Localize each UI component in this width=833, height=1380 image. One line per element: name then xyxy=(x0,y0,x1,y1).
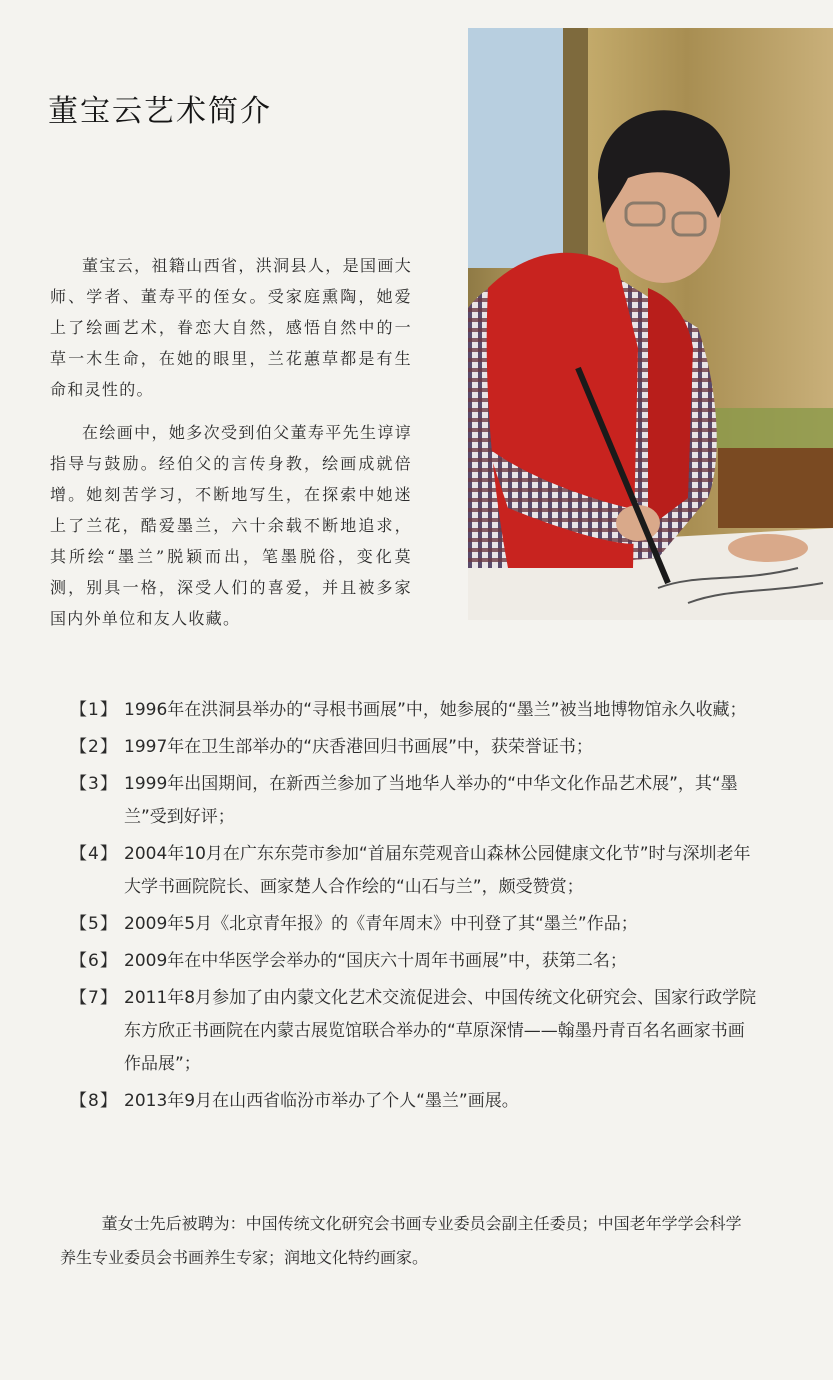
list-item-number: 【8】 xyxy=(70,1091,118,1111)
list-item xyxy=(70,908,760,941)
closing-paragraph: 董女士先后被聘为：中国传统文化研究会书画专业委员会副主任委员；中国老年学学会科学养生专业委员会书画养生专家；润地文化特约画家。 xyxy=(60,1214,742,1267)
list-item-number: 【7】 xyxy=(70,988,118,1008)
intro-paragraph-1: 董宝云，祖籍山西省，洪洞县人，是国画大师、学者、董寿平的侄女。受家庭熏陶，她爱上了绘画艺术，眷恋大自然，感悟自然中的一草一木生命，在她的眼里，兰花蕙草都是有生命和灵性的。 xyxy=(50,256,412,399)
list-item-text: 1999年出国期间，在新西兰参加了当地华人举办的“中华文化作品艺术展”，其“墨兰”受到好评； xyxy=(124,774,738,827)
list-item-number: 【4】 xyxy=(70,844,118,864)
list-item xyxy=(70,694,760,727)
intro-text xyxy=(50,250,412,646)
list-item-text: 2009年5月《北京青年报》的《青年周末》中刊登了其“墨兰”作品； xyxy=(124,914,638,934)
list-item-text: 2009年在中华医学会举办的“国庆六十周年书画展”中，获第二名； xyxy=(124,951,627,971)
list-item xyxy=(70,768,760,834)
list-item-number: 【5】 xyxy=(70,914,118,934)
list-item-text: 2004年10月在广东东莞市参加“首届东莞观音山森林公园健康文化节”时与深圳老年大学书画院院长、画家楚人合作绘的“山石与兰”，颇受赞赏； xyxy=(124,844,751,897)
list-item xyxy=(70,1085,760,1118)
list-item-text: 2011年8月参加了由内蒙文化艺术交流促进会、中国传统文化研究会、国家行政学院东方欣正书画院在内蒙古展览馆联合举办的“草原深情——翰墨丹青百名名画家书画作品展”； xyxy=(124,988,757,1074)
list-item xyxy=(70,982,760,1081)
list-item xyxy=(70,945,760,978)
list-item-number: 【1】 xyxy=(70,700,118,720)
artist-photo xyxy=(468,28,833,620)
intro-paragraph-2: 在绘画中，她多次受到伯父董寿平先生谆谆指导与鼓励。经伯父的言传身教，绘画成就倍增。她刻苦学习，不断地写生，在探索中她迷上了兰花，酷爱墨兰，六十余载不断地追求，其所绘“墨兰”脱颖而出，笔墨脱俗，变化莫测，别具一格，深受人们的喜爱，并且被多家国内外单位和友人收藏。 xyxy=(50,423,412,628)
list-item-text: 2013年9月在山西省临汾市举办了个人“墨兰”画展。 xyxy=(124,1091,519,1111)
list-item xyxy=(70,731,760,764)
list-item-number: 【6】 xyxy=(70,951,118,971)
list-item-number: 【2】 xyxy=(70,737,118,757)
list-item-text: 1997年在卫生部举办的“庆香港回归书画展”中，获荣誉证书； xyxy=(124,737,593,757)
closing-text xyxy=(60,1207,750,1275)
honors-list xyxy=(70,694,760,1122)
page-title: 董宝云艺术简介 xyxy=(48,94,272,129)
list-item-text: 1996年在洪洞县举办的“寻根书画展”中，她参展的“墨兰”被当地博物馆永久收藏； xyxy=(124,700,747,720)
list-item xyxy=(70,838,760,904)
list-item-number: 【3】 xyxy=(70,774,118,794)
